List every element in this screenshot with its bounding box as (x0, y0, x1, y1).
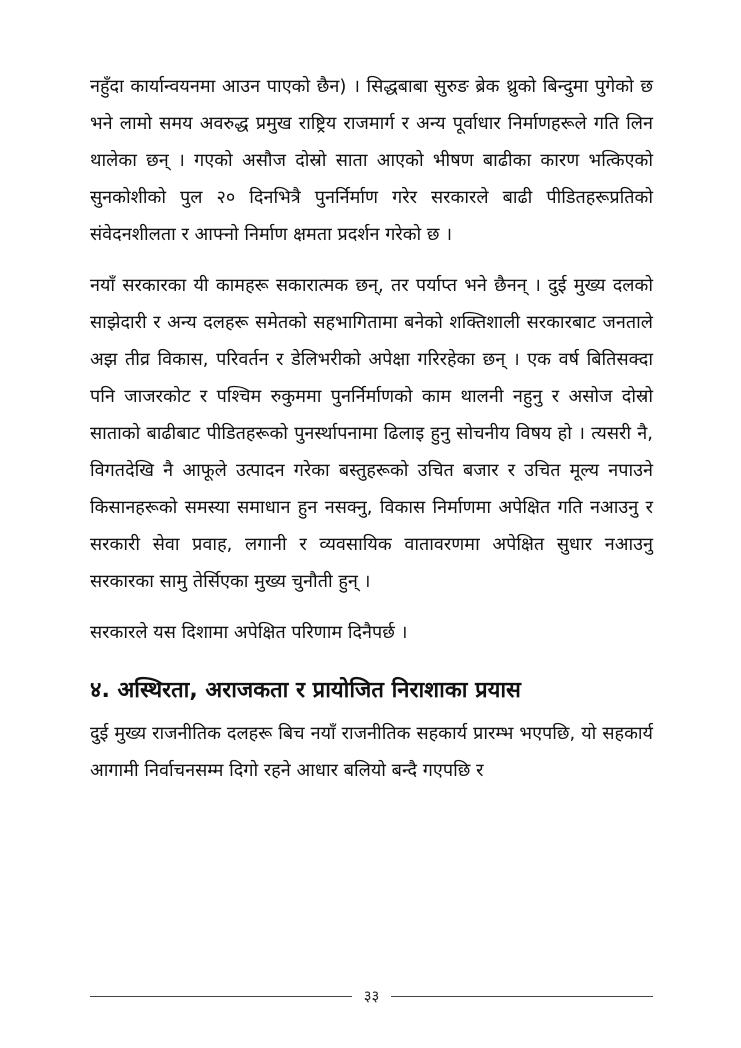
paragraph-4: दुई मुख्य राजनीतिक दलहरू बिच नयाँ राजनीतिक सहकार्य प्रारम्भ भएपछि, यो सहकार्य आगामी निर्वाचनसम्म दिगो रहने आधार बलियो बन्दै गएपछि र (90, 723, 653, 781)
page-body (90, 68, 653, 789)
page-number: ३३ (363, 987, 380, 1005)
footer-rule-left (90, 996, 352, 997)
footer-rule-right (391, 996, 653, 997)
page-footer (90, 986, 653, 1006)
paragraph-3: सरकारले यस दिशामा अपेक्षित परिणाम दिनैपर्छ । (90, 622, 408, 643)
paragraph-2: नयाँ सरकारका यी कामहरू सकारात्मक छन्, तर पर्याप्त भने छैनन् । दुई मुख्य दलको साझेदारी र अन्य दलहरू समेतको सहभागितामा बनेको शक्तिशाली सरकारबाट जनताले अझ तीव्र विकास, परिवर्तन र डेलिभरीको अपेक्षा गरिरहेका छन् । एक वर्ष बितिसक्दा पनि जाजरकोट र पश्चिम रुकुममा पुनर्निर्माणको काम थालनी नहुनु र असोज दोस्रो साताको बाढीबाट पीडितहरूको पुनर्स्थापनामा ढिलाइ हुनु सोचनीय विषय हो । त्यसरी नै, विगतदेखि नै आफूले उत्पादन गरेका बस्तुहरूको उचित बजार र उचित मूल्य नपाउने किसानहरूको समस्या समाधान हुन नसक्नु, विकास निर्माणमा अपेक्षित गति नआउनु र सरकारी सेवा प्रवाह, लगानी र व्यवसायिक वातावरणमा अपेक्षित सुधार नआउनु सरकारका सामु तेर्सिएका मुख्य चुनौती हुन् । (90, 275, 653, 592)
paragraph-1: नहुँदा कार्यान्वयनमा आउन पाएको छैन) । सिद्धबाबा सुरुङ ब्रेक थ्रुको बिन्दुमा पुगेको छ भने लामो समय अवरुद्ध प्रमुख राष्ट्रिय राजमार्ग र अन्य पूर्वाधार निर्माणहरूले गति लिन थालेका छन् । गएको असौज दोस्रो साता आएको भीषण बाढीका कारण भत्किएको सुनकोशीको पुल २० दिनभित्रै पुनर्निर्माण गरेर सरकारले बाढी पीडितहरूप्रतिको संवेदनशीलता र आफ्नो निर्माण क्षमता प्रदर्शन गरेको छ । (90, 76, 653, 245)
section-heading: ४. अस्थिरता, अराजकता र प्रायोजित निराशाका प्रयास (90, 678, 521, 703)
